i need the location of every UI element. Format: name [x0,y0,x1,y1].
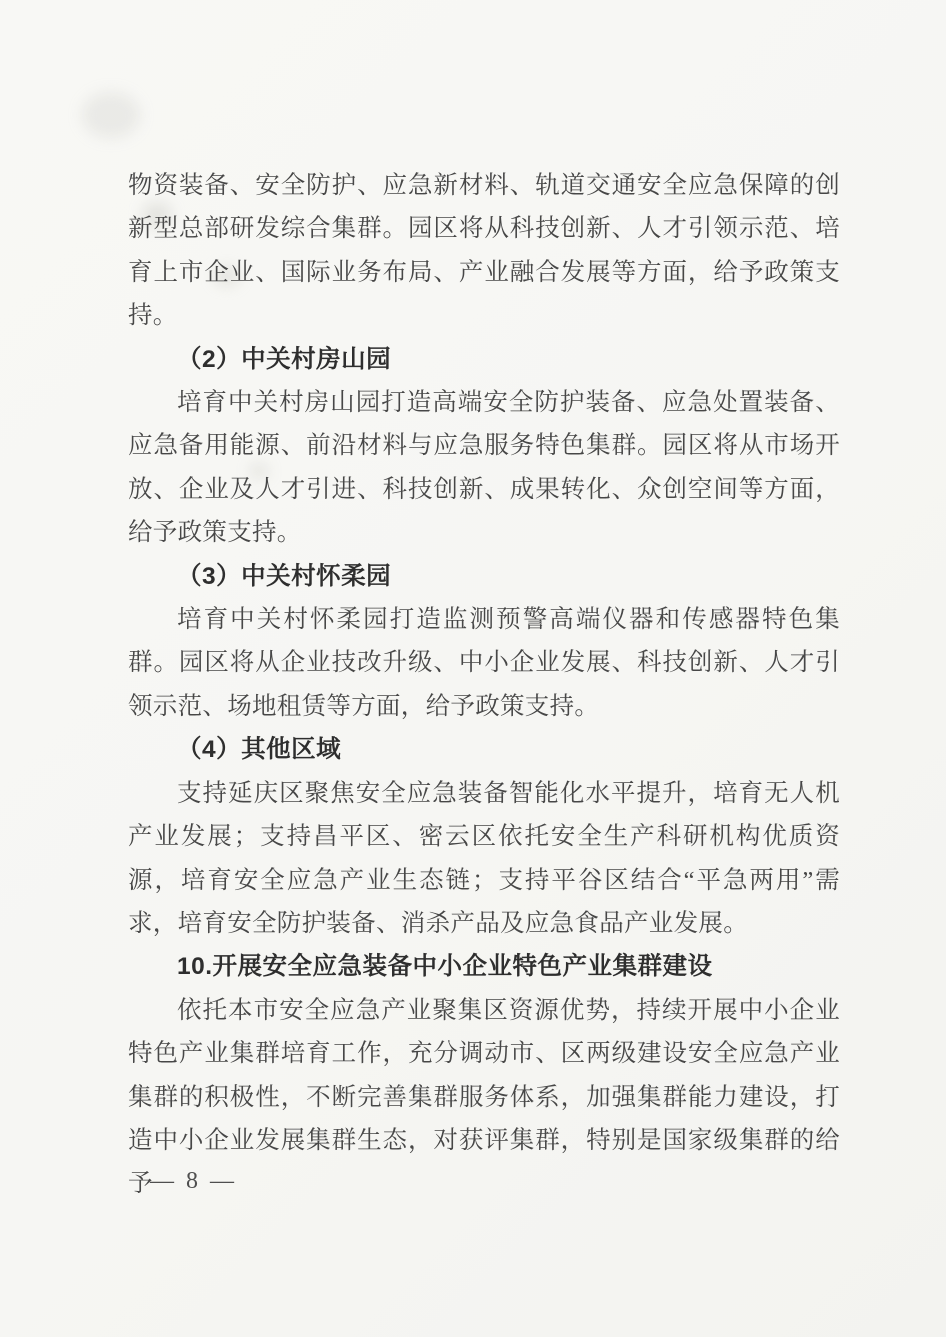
heading-section-3-zgc-huairou: （3）中关村怀柔园 [177,562,392,590]
paragraph-item-10: 依托本市安全应急产业聚集区资源优势，持续开展中小企业特色产业集群培育工作，充分调动市、区两级建设安全应急产业集群的积极性，不断完善集群服务体系，加强集群能力建设，打造中小企业发展集群生态，对获评集群，特别是国家级集群的给予 [128,996,840,1198]
paragraph-section-3: 培育中关村怀柔园打造监测预警高端仪器和传感器特色集群。园区将从企业技改升级、中小企业发展、科技创新、人才引领示范、场地租赁等方面，给予政策支持。 [128,606,840,720]
paragraph-section-4: 支持延庆区聚焦安全应急装备智能化水平提升，培育无人机产业发展；支持昌平区、密云区依托安全生产科研机构优质资源，培育安全应急产业生态链；支持平谷区结合“平急两用”需求，培育安全防护装备、消杀产品及应急食品产业发展。 [128,779,840,937]
scan-smudge [82,92,140,138]
heading-section-4-other-areas: （4）其他区域 [177,736,342,764]
document-text-block [128,164,840,1206]
page-number: — 8 — [150,1168,237,1194]
heading-section-2-zgc-fangshan: （2）中关村房山园 [177,345,392,373]
heading-item-10-cluster-building: 10.开展安全应急装备中小企业特色产业集群建设 [177,953,713,981]
paragraph-section-2: 培育中关村房山园打造高端安全防护装备、应急处置装备、应急备用能源、前沿材料与应急服务特色集群。园区将从市场开放、企业及人才引进、科技创新、成果转化、众创空间等方面，给予政策支持。 [128,389,840,547]
paragraph-continued: 物资装备、安全防护、应急新材料、轨道交通安全应急保障的创新型总部研发综合集群。园区将从科技创新、人才引领示范、培育上市企业、国际业务布局、产业融合发展等方面，给予政策支持。 [128,172,840,330]
